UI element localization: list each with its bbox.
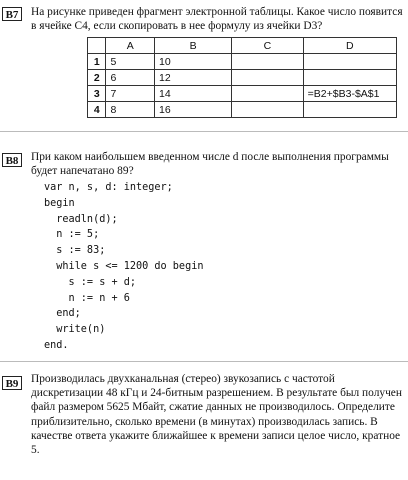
column-header-a: A xyxy=(106,38,155,54)
cell-c1 xyxy=(232,54,303,70)
column-header-c: C xyxy=(232,38,303,54)
cell-d1 xyxy=(303,54,396,70)
row-header: 1 xyxy=(88,54,106,70)
divider xyxy=(0,131,408,132)
task-b7-label: B7 xyxy=(2,7,22,21)
spreadsheet-header-row xyxy=(88,38,397,54)
program-code: var n, s, d: integer; begin readln(d); n := 5; s := 83; while s <= 1200 do begin s := s + d; n := n + 6 end; write(n) end. xyxy=(44,182,204,351)
column-header-corner xyxy=(88,38,106,54)
task-b8-text: При каком наибольшем введенном числе d после выполнения программы будет напечатано 89? xyxy=(31,151,389,178)
column-header-b: B xyxy=(155,38,232,54)
cell-a3: 7 xyxy=(106,86,155,102)
cell-c3 xyxy=(232,86,303,102)
cell-a1: 5 xyxy=(106,54,155,70)
cell-b2: 12 xyxy=(155,70,232,86)
divider xyxy=(0,361,408,362)
cell-a2: 6 xyxy=(106,70,155,86)
column-header-d: D xyxy=(303,38,396,54)
row-header: 3 xyxy=(88,86,106,102)
cell-a4: 8 xyxy=(106,102,155,118)
task-b9-label: B9 xyxy=(2,376,22,390)
task-b8-label: B8 xyxy=(2,153,22,167)
cell-d3-formula: =B2+$B3-$A$1 xyxy=(303,86,396,102)
row-header: 2 xyxy=(88,70,106,86)
spreadsheet-row xyxy=(88,70,397,86)
cell-b1: 10 xyxy=(155,54,232,70)
spreadsheet-row xyxy=(88,86,397,102)
spreadsheet-row xyxy=(88,54,397,70)
cell-c4 xyxy=(232,102,303,118)
cell-b4: 16 xyxy=(155,102,232,118)
cell-b3: 14 xyxy=(155,86,232,102)
cell-d4 xyxy=(303,102,396,118)
spreadsheet-fragment xyxy=(87,37,397,118)
row-header: 4 xyxy=(88,102,106,118)
cell-d2 xyxy=(303,70,396,86)
task-b7-text: На рисунке приведен фрагмент электронной таблицы. Какое число появится в ячейке С4, если скопировать в нее формулу из ячейки D3? xyxy=(31,6,403,33)
cell-c2 xyxy=(232,70,303,86)
task-b9-text: Производилась двухканальная (стерео) звукозапись с частотой дискретизации 48 кГц и 24-битным разрешением. В результате был получен файл размером 5625 Мбайт, сжатие данных не производилось. Определите приблизительно, сколько времени (в минутах) производилась запись. В качестве ответа укажите ближайшее к времени записи целое число, кратное 5. xyxy=(31,373,402,457)
spreadsheet-row xyxy=(88,102,397,118)
